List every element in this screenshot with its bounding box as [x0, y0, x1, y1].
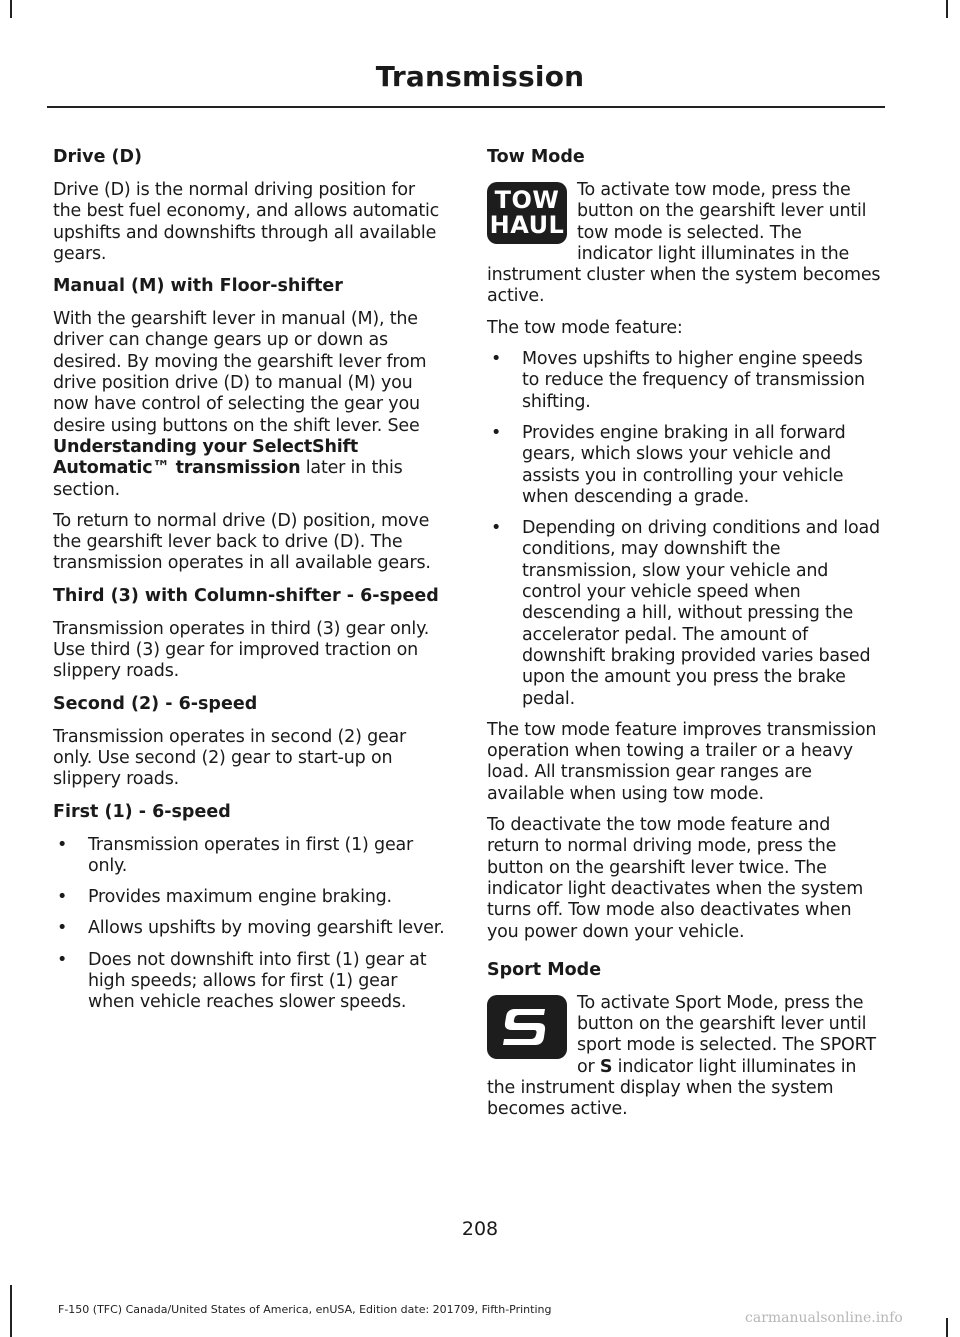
tow-feature-intro: The tow mode feature: [487, 317, 683, 338]
tow-activate-paragraph: To activate tow mode, press the button on the gearshift lever until tow mode is selected. The indicator light illuminates in the instrument cluster when the system becomes active. [487, 180, 881, 307]
crop-mark-top-right [946, 0, 948, 18]
crop-mark-bottom-right [946, 1318, 948, 1337]
sport-s-letter: S [599, 1056, 613, 1077]
crop-mark-top-left [10, 0, 12, 18]
tow-bullet-list [487, 349, 882, 710]
sport-heading: Sport Mode [487, 959, 602, 980]
third-paragraph: Transmission operates in third (3) gear only. Use third (3) gear for improved traction on slippery roads. [53, 618, 430, 682]
header-rule [47, 106, 885, 108]
list-item: • Depending on driving conditions and load conditions, may downshift the transmission, slow your vehicle and control your vehicle speed when descending a hill, without pressing the accelerator pedal. The amount of downshift braking provided varies based upon the amount you press the brake pedal. [487, 518, 882, 710]
list-item: • Does not downshift into first (1) gear at high speeds; allows for first (1) gear when vehicle reaches slower speeds. [53, 950, 448, 1014]
drive-heading: Drive (D) [53, 147, 143, 167]
list-item: • Allows upshifts by moving gearshift lever. [53, 918, 448, 939]
left-column [53, 146, 448, 1024]
page-number: 208 [461, 1218, 499, 1240]
list-item: • Provides maximum engine braking. [53, 887, 448, 908]
list-item: • Transmission operates in first (1) gear only. [53, 835, 448, 878]
first-bullet-list [53, 835, 448, 1014]
return-paragraph: To return to normal drive (D) position, move the gearshift lever back to drive (D). The transmission operates in all available gears. [53, 510, 431, 574]
sport-text-a: To activate Sport Mode, press the button on the gearshift lever until sport mode is selected. The SPORT or [577, 992, 876, 1077]
second-paragraph: Transmission operates in second (2) gear only. Use second (2) gear to start-up on slippery roads. [53, 726, 407, 790]
sport-mode-icon [487, 995, 567, 1059]
list-item: • Provides engine braking in all forward gears, which slows your vehicle and assists you in controlling your vehicle when descending a grade. [487, 423, 882, 508]
footer-edition: F-150 (TFC) Canada/United States of America, enUSA, Edition date: 201709, Fifth-Printing [58, 1303, 552, 1316]
tow-improves-paragraph: The tow mode feature improves transmission operation when towing a trailer or a heavy load. All transmission gear ranges are available when using tow mode. [487, 719, 877, 804]
second-heading: Second (2) - 6-speed [53, 693, 258, 714]
crop-mark-bottom-left [10, 1285, 12, 1337]
sport-s-glyph [501, 1005, 553, 1049]
tow-heading: Tow Mode [487, 147, 585, 167]
page-title: Transmission [375, 60, 585, 93]
tow-deactivate-paragraph: To deactivate the tow mode feature and return to normal driving mode, press the button on the gearshift lever twice. The indicator light deactivates when the system turns off. Tow mode also deactivates when you power down your vehicle. [487, 815, 864, 942]
manual-tail: later in this section. [53, 458, 403, 500]
manual-paragraph [53, 309, 448, 501]
tow-icon-line2: HAUL [489, 211, 565, 239]
third-heading: Third (3) with Column-shifter - 6-speed [53, 585, 439, 606]
tow-icon-line1: TOW [494, 186, 560, 214]
manual-heading: Manual (M) with Floor-shifter [53, 276, 343, 297]
first-heading: First (1) - 6-speed [53, 801, 231, 822]
tow-haul-icon [487, 182, 567, 244]
right-column [487, 146, 882, 1131]
manual-reference: Understanding your SelectShift Automatic™ transmission [53, 436, 359, 479]
drive-paragraph: Drive (D) is the normal driving position for the best fuel economy, and allows automatic upshifts and downshifts through all available gears. [53, 180, 440, 264]
list-item: • Moves upshifts to higher engine speeds to reduce the frequency of transmission shifting. [487, 349, 882, 413]
manual-text: With the gearshift lever in manual (M), the driver can change gears up or down as desired. By moving the gearshift lever from drive position drive (D) to manual (M) you now have control of selecting the gear you desire using buttons on the shift lever. See [53, 309, 427, 436]
sport-text-b: indicator light illuminates in the instrument display when the system becomes active. [487, 1056, 857, 1120]
watermark: carmanualsonline.info [745, 1310, 903, 1326]
